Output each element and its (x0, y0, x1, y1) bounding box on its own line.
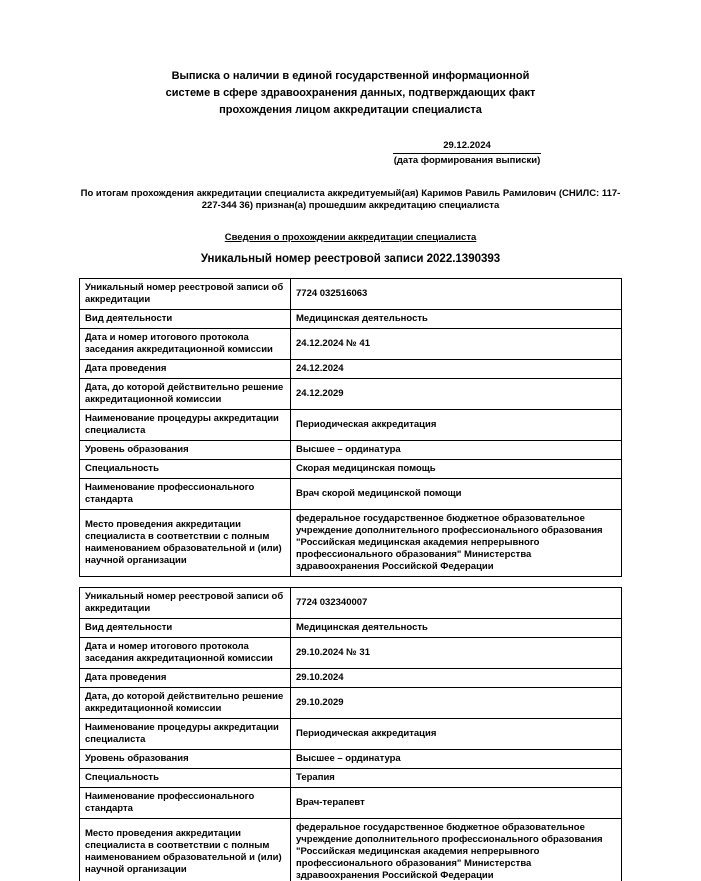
document-title-line-2: системе в сфере здравоохранения данных, подтверждающих факт (165, 87, 536, 99)
field-label: Дата и номер итогового протокола заседания аккредитационной комиссии (80, 329, 291, 360)
field-value: Периодическая аккредитация (291, 410, 622, 441)
accreditation-record-table-2-body (80, 588, 622, 881)
accreditation-record-table-1-body (80, 279, 622, 577)
table-row (80, 460, 622, 479)
field-label: Специальность (80, 460, 291, 479)
field-value: 24.12.2029 (291, 379, 622, 410)
field-value: Высшее – ординатура (291, 750, 622, 769)
accreditation-record-table-1 (79, 278, 622, 577)
field-value: Терапия (291, 769, 622, 788)
registry-number-heading: Уникальный номер реестровой записи 2022.1390393 (200, 253, 501, 265)
field-value: федеральное государственное бюджетное образовательное учреждение дополнительного профессионального образования "Российская медицинская академия непрерывного профессионального образования" Министерства здравоохранения Российской Федерации (291, 510, 622, 577)
issue-date-block (393, 140, 541, 167)
field-value: Высшее – ординатура (291, 441, 622, 460)
field-value: Медицинская деятельность (291, 310, 622, 329)
field-label: Наименование профессионального стандарта (80, 479, 291, 510)
field-value: 24.12.2024 (291, 360, 622, 379)
field-label: Уровень образования (80, 750, 291, 769)
table-row (80, 638, 622, 669)
field-label: Место проведения аккредитации специалиста в соответствии с полным наименованием образовательной и (или) научной организации (80, 819, 291, 881)
field-label: Уровень образования (80, 441, 291, 460)
field-label: Дата, до которой действительно решение аккредитационной комиссии (80, 379, 291, 410)
table-row (80, 750, 622, 769)
field-value: Врач-терапевт (291, 788, 622, 819)
field-value: 29.10.2029 (291, 688, 622, 719)
field-label: Дата проведения (80, 360, 291, 379)
field-value: Врач скорой медицинской помощи (291, 479, 622, 510)
field-label: Дата и номер итогового протокола заседания аккредитационной комиссии (80, 638, 291, 669)
field-value: 29.10.2024 № 31 (291, 638, 622, 669)
field-value: 29.10.2024 (291, 669, 622, 688)
table-row (80, 688, 622, 719)
field-label: Дата проведения (80, 669, 291, 688)
field-value: Медицинская деятельность (291, 619, 622, 638)
table-row (80, 279, 622, 310)
issue-date-caption: (дата формирования выписки) (393, 155, 541, 166)
table-row (80, 360, 622, 379)
table-row (80, 310, 622, 329)
table-row (80, 619, 622, 638)
table-row (80, 379, 622, 410)
table-row (80, 788, 622, 819)
field-label: Вид деятельности (80, 310, 291, 329)
document-title-line-3: прохождения лицом аккредитации специалиста (219, 104, 482, 116)
document-title (0, 68, 701, 119)
field-value: 24.12.2024 № 41 (291, 329, 622, 360)
section-title: Сведения о прохождении аккредитации специалиста (224, 232, 477, 243)
field-label: Вид деятельности (80, 619, 291, 638)
field-value: 7724 032516063 (291, 279, 622, 310)
table-row (80, 819, 622, 881)
field-label: Дата, до которой действительно решение аккредитационной комиссии (80, 688, 291, 719)
field-label: Уникальный номер реестровой записи об аккредитации (80, 588, 291, 619)
field-value: 7724 032340007 (291, 588, 622, 619)
field-label: Место проведения аккредитации специалиста в соответствии с полным наименованием образовательной и (или) научной организации (80, 510, 291, 577)
table-row (80, 441, 622, 460)
field-label: Наименование процедуры аккредитации специалиста (80, 719, 291, 750)
document-title-line-1: Выписка о наличии в единой государственной информационной (171, 70, 530, 82)
table-row (80, 669, 622, 688)
table-row (80, 510, 622, 577)
intro-paragraph: По итогам прохождения аккредитации специалиста аккредитуемый(ая) Каримов Равиль Рамилович (СНИЛС: 117-227-344 36) признан(а) прошедшим аккредитацию специалиста (80, 188, 621, 211)
table-row (80, 769, 622, 788)
accreditation-record-table-2 (79, 587, 622, 881)
table-row (80, 719, 622, 750)
field-label: Наименование профессионального стандарта (80, 788, 291, 819)
field-value: Периодическая аккредитация (291, 719, 622, 750)
field-value: федеральное государственное бюджетное образовательное учреждение дополнительного профессионального образования "Российская медицинская академия непрерывного профессионального образования" Министерства здравоохранения Российской Федерации (291, 819, 622, 881)
table-row (80, 329, 622, 360)
field-label: Уникальный номер реестровой записи об аккредитации (80, 279, 291, 310)
table-row (80, 588, 622, 619)
table-row (80, 410, 622, 441)
field-label: Специальность (80, 769, 291, 788)
field-value: Скорая медицинская помощь (291, 460, 622, 479)
issue-date: 29.12.2024 (393, 140, 541, 154)
table-row (80, 479, 622, 510)
field-label: Наименование процедуры аккредитации специалиста (80, 410, 291, 441)
